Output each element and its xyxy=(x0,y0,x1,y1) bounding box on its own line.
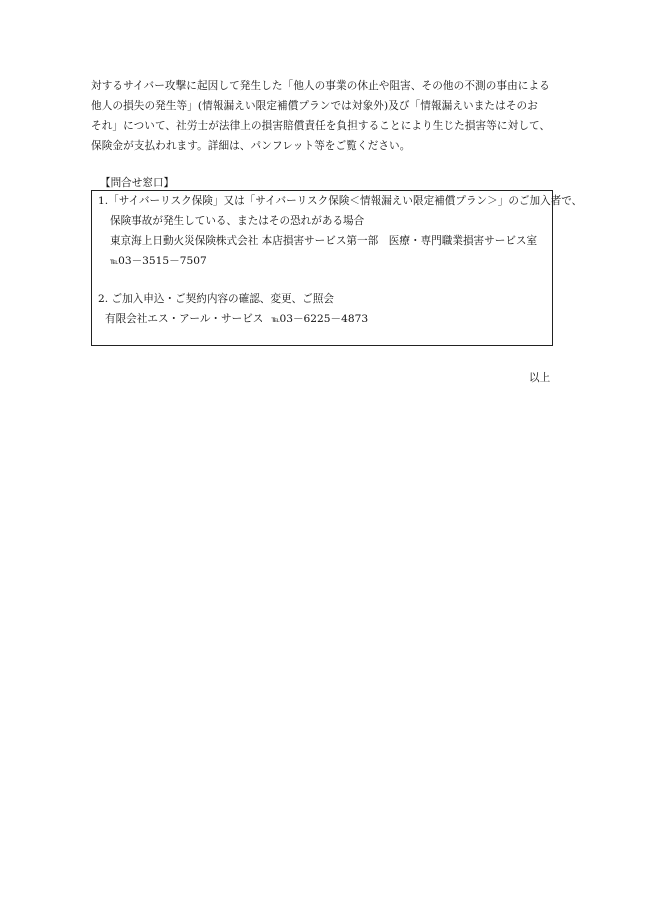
paragraph-line: 他人の損失の発生等」(情報漏えい限定補償プランでは対象外)及び「情報漏えいまたはそのお xyxy=(91,100,538,112)
body-paragraph xyxy=(91,76,561,156)
contact-item2-company: 有限会社エス・アール・サービス xyxy=(105,313,264,325)
closing-text: 以上 xyxy=(529,372,551,384)
paragraph-line: 保険金が支払われます。詳細は、パンフレット等をご覧ください。 xyxy=(91,140,411,152)
contact-item1-line2: 保険事故が発生している、またはその恐れがある場合 xyxy=(110,215,365,227)
contact-item2-phone xyxy=(105,312,368,327)
paragraph-line: 対するサイバー攻撃に起因して発生した「他人の事業の休止や阻害、その他の不測の事由による xyxy=(91,80,550,92)
contact-item1-tel-number: 03－3515－7507 xyxy=(118,255,207,267)
contact-item2-tel-number: 03－6225－4873 xyxy=(279,313,369,325)
telephone-icon: ℡ xyxy=(271,315,280,324)
contact-box xyxy=(91,190,583,346)
contact-item1-line1: 1.「サイバーリスク保険」又は「サイバーリスク保険＜情報漏えい限定補償プラン＞」のご加入者で、 xyxy=(98,195,583,207)
contact-item1-phone xyxy=(110,254,207,269)
contact-item1-company: 東京海上日動火災保険株式会社 本店損害サービス第一部 医療・専門職業損害サービス室 xyxy=(110,235,538,247)
telephone-icon: ℡ xyxy=(110,257,119,266)
paragraph-line: それ」について、社労士が法律上の損害賠償責任を負担することにより生じた損害等に対して、 xyxy=(91,120,551,132)
contact-item2-line1: 2. ご加入申込・ご契約内容の確認、変更、ご照会 xyxy=(98,293,334,305)
contact-heading: 【問合せ窓口】 xyxy=(100,177,175,189)
